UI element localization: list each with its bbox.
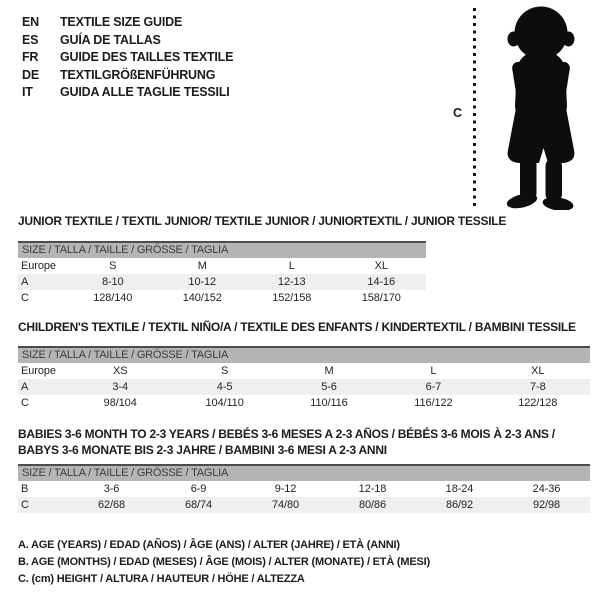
row-label-cell: C [21,397,29,409]
row-label-cell: Europe [21,260,56,272]
value-cell: 14-16 [367,276,396,288]
section-title: BABIES 3-6 MONTH TO 2-3 YEARS / BEBÉS 3-6 MESES A 2-3 AÑOS / BÉBÉS 3-6 MOIS À 2-3 ANS / [18,427,555,441]
language-code: DE [22,67,39,82]
value-cell: 12-13 [277,276,306,288]
value-cell: S [109,260,117,272]
value-cell: 3-4 [112,381,128,393]
value-cell: 7-8 [529,381,546,393]
size-table [18,241,426,306]
section-title-wrap [18,426,590,458]
language-guide-title: GUÍA DE TALLAS [60,32,161,47]
footnote-legend [18,537,430,588]
section-title-wrap [18,214,507,228]
value-cell: XL [374,260,388,272]
value-cell: 18-24 [445,483,474,495]
value-cell: 5-6 [321,381,337,393]
table-row [18,497,590,513]
value-cell: 62/68 [97,499,126,511]
value-cell: 6-7 [425,381,442,393]
size-guide-section [18,426,590,513]
row-label-cell: C [21,499,29,511]
section-title: JUNIOR TEXTILE / TEXTIL JUNIOR/ TEXTILE JUNIOR / JUNIORTEXTIL / JUNIOR TESSILE [18,214,507,228]
height-measure-label: C [453,106,463,120]
table-row [18,290,426,306]
value-cell: 158/170 [361,292,401,304]
section-title-wrap [18,321,590,334]
value-cell: L [288,260,295,272]
row-label-cell: B [21,483,29,495]
language-guide-title: TEXTILE SIZE GUIDE [60,15,183,29]
value-cell: 92/98 [532,499,561,511]
footnote-line: A. AGE (YEARS) / EDAD (AÑOS) / ÂGE (ANS) / ALTER (JAHRE) / ETÀ (ANNI) [18,539,400,551]
value-cell: M [324,365,334,377]
value-cell: 12-18 [358,483,387,495]
value-cell: 6-9 [190,483,207,495]
value-cell: 10-12 [188,276,217,288]
value-cell: XL [531,365,545,377]
table-row [18,258,426,274]
table-row [18,481,590,497]
size-guide-section [18,321,590,411]
table-header-bar: SIZE / TALLA / TAILLE / GRÖSSE / TAGLIA [18,241,426,258]
size-table [18,346,590,411]
size-table [18,464,590,513]
value-cell: 4-5 [216,381,233,393]
language-code: EN [22,15,39,29]
footnote-line: B. AGE (MONTHS) / EDAD (MESES) / ÂGE (MOIS) / ALTER (MONATE) / ETÀ (MESI) [18,556,430,568]
value-cell: 104/110 [205,397,244,409]
value-cell: S [220,365,229,377]
table-row [18,395,590,411]
language-guide-title: GUIDE DES TAILLES TEXTILE [60,50,234,64]
table-header-bar: SIZE / TALLA / TAILLE / GRÖSSE / TAGLIA [18,464,590,481]
value-cell: 24-36 [532,483,561,495]
language-title-block [22,14,233,102]
value-cell: 74/80 [271,499,300,511]
value-cell: 80/86 [358,499,387,511]
table-row [18,379,590,395]
row-label-cell: C [21,292,29,304]
table-row [18,274,426,290]
value-cell: 110/116 [310,397,348,409]
language-code: IT [22,85,33,99]
row-label-cell: Europe [21,365,56,377]
value-cell: 86/92 [445,499,474,511]
value-cell: 3-6 [103,483,120,495]
value-cell: 152/158 [272,292,312,304]
value-cell: 8-10 [101,276,124,288]
language-guide-title: TEXTILGRÖßENFÜHRUNG [60,67,216,82]
row-label-cell: A [21,381,29,393]
row-label-cell: A [21,276,29,288]
value-cell: 128/140 [93,292,133,304]
value-cell: M [197,260,207,272]
value-cell: 68/74 [184,499,213,511]
language-code: FR [22,50,39,64]
height-measure-dotted-line [473,8,476,207]
section-title: CHILDREN'S TEXTILE / TEXTIL NIÑO/A / TEXTILE DES ENFANTS / KINDERTEXTIL / BAMBINI TESSILE [18,320,576,334]
value-cell: 9-12 [274,483,297,495]
value-cell: 140/152 [182,292,222,304]
baby-silhouette [482,5,600,210]
language-code: ES [22,32,39,47]
value-cell: 122/128 [518,397,558,409]
value-cell: 116/122 [414,397,453,409]
section-title: BABYS 3-6 MONATE BIS 2-3 JAHRE / BAMBINI 3-6 MESI A 2-3 ANNI [18,443,387,457]
table-header-bar: SIZE / TALLA / TAILLE / GRÖSSE / TAGLIA [18,346,590,363]
value-cell: 98/104 [103,397,137,409]
table-row [18,363,590,379]
footnote-line: C. (cm) HEIGHT / ALTURA / HAUTEUR / HÖHE / ALTEZZA [18,573,305,585]
size-guide-section [18,214,507,306]
language-guide-title: GUIDA ALLE TAGLIE TESSILI [60,85,230,99]
value-cell: XS [112,365,128,377]
value-cell: L [430,365,437,377]
